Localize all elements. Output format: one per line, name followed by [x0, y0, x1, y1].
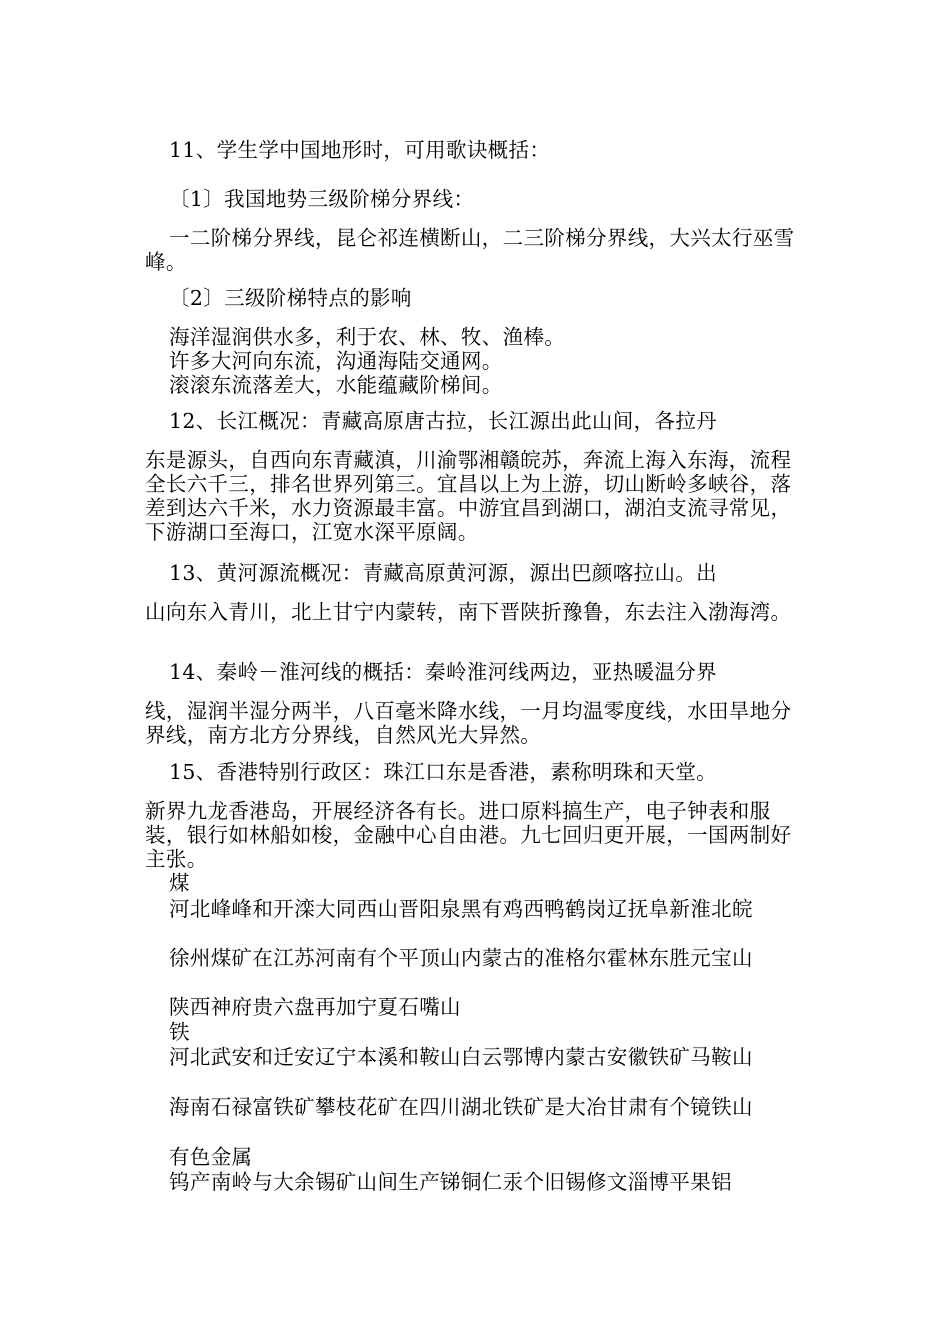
verse-line: 海洋湿润供水多，利于农、林、牧、渔棒。: [169, 325, 566, 349]
coal-heading: 煤: [169, 871, 190, 895]
iron-line: 海南石禄富铁矿攀枝花矿在四川湖北铁矿是大冶甘肃有个镜铁山: [169, 1095, 753, 1119]
coal-line: 陕西神府贵六盘再加宁夏石嘴山: [169, 995, 461, 1019]
iron-line: 河北武安和迁安辽宁本溪和鞍山白云鄂博内蒙古安徽铁矿马鞍山: [169, 1045, 753, 1069]
section-12-paragraph: 东是源头，自西向东青藏滇，川渝鄂湘赣皖苏，奔流上海入东海，流程全长六千三，排名世界列第三。宜昌以上为上游，切山断岭多峡谷，落差到达六千米，水力资源最丰富。中游宜昌到湖口，湖泊支流寻常见，下游湖口至海口，江宽水深平原阔。: [145, 448, 792, 544]
section-15-heading: 15、香港特别行政区：珠江口东是香港，素称明珠和天堂。: [169, 760, 718, 784]
iron-heading: 铁: [169, 1020, 190, 1044]
section-11-heading: 11、学生学中国地形时，可用歌诀概括：: [169, 138, 551, 162]
section-12-heading: 12、长江概况：青藏高原唐古拉，长江源出此山间，各拉丹: [169, 409, 718, 433]
coal-line: 河北峰峰和开滦大同西山晋阳泉黑有鸡西鸭鹤岗辽抚阜新淮北皖: [169, 897, 753, 921]
section-14-heading: 14、秦岭－淮河线的概括：秦岭淮河线两边，亚热暖温分界: [169, 660, 718, 684]
section-13-paragraph: 山向东入青川，北上甘宁内蒙转，南下晋陕折豫鲁，东去注入渤海湾。: [145, 600, 792, 624]
section-11-subheading-1: 〔1〕我国地势三级阶梯分界线：: [169, 187, 475, 211]
verse-line: 许多大河向东流，沟通海陆交通网。: [169, 349, 503, 373]
nonferrous-metal-heading: 有色金属: [169, 1145, 253, 1169]
section-15-paragraph: 新界九龙香港岛，开展经济各有长。进口原料搞生产，电子钟表和服装，银行如林船如梭，金融中心自由港。九七回归更开展，一国两制好主张。: [145, 799, 792, 871]
section-14-paragraph: 线，湿润半湿分两半，八百毫米降水线，一月均温零度线，水田旱地分界线，南方北方分界线，自然风光大异然。: [145, 699, 792, 747]
section-11-paragraph-1: 一二阶梯分界线，昆仑祁连横断山，二三阶梯分界线，大兴太行巫雪峰。: [145, 226, 795, 274]
nonferrous-metal-line: 钨产南岭与大余锡矿山间生产锑铜仁汞个旧锡修文淄博平果铝: [169, 1170, 732, 1194]
section-11-verse: [145, 325, 805, 397]
coal-line: 徐州煤矿在江苏河南有个平顶山内蒙古的准格尔霍林东胜元宝山: [169, 946, 753, 970]
section-11-subheading-2: 〔2〕三级阶梯特点的影响: [169, 286, 412, 310]
verse-line: 滚滚东流落差大，水能蕴藏阶梯间。: [169, 373, 503, 397]
section-13-heading: 13、黄河源流概况：青藏高原黄河源，源出巴颜喀拉山。出: [169, 561, 718, 585]
